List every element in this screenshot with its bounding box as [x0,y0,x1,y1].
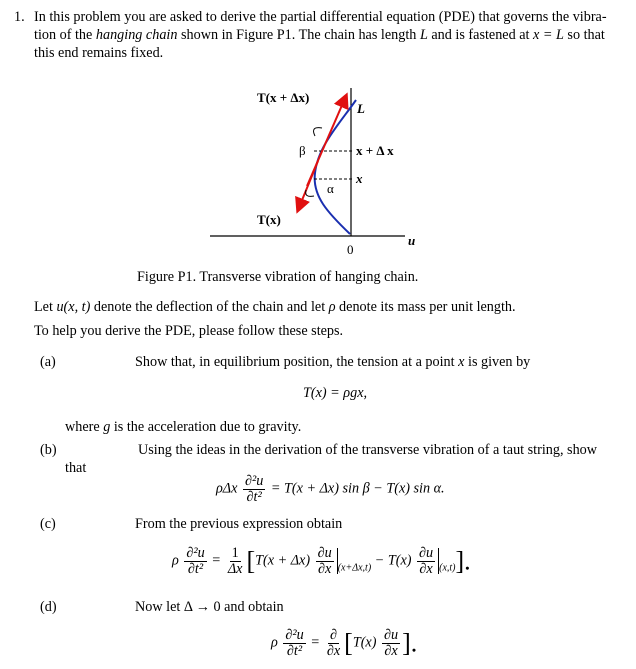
figure-caption: Figure P1. Transverse vibration of hanging chain. [137,269,419,285]
label-L: L [357,101,365,116]
step-b-text: Using the ideas in the derivation of the transverse vibration of a taut string, show [138,442,598,458]
step-a-label: (a) [40,354,56,370]
intro-line-3: this end remains fixed. [34,45,164,61]
hanging-chain-emphasis: hanging chain [95,27,178,43]
step-c-label: (c) [40,516,56,532]
label-top-tension: T(x + Δx) [257,90,310,105]
step-a-where: where g is the acceleration due to gravity. [65,419,302,435]
intro-line-1: In this problem you are asked to derive the partial differential equation (PDE) that governs the vibra- [34,9,607,25]
problem-number: 1. [14,9,25,25]
step-a-equation: T(x) = ρgx, [303,385,368,401]
step-c-text: From the previous expression obtain [135,516,343,532]
label-zero: 0 [347,242,354,257]
label-beta: β [299,143,306,158]
step-b-equation: ρΔx $\frac{\text{∂²u}}{\text{∂t²}}$ = T(x + Δx) sin β − T(x) sin α. [216,473,445,505]
step-c-equation: ρ $\frac{\text{∂²u}}{\text{∂t²}}$ = $\frac{1}{\Delta x}$ [T(x + Δx) $\frac{\partial u}{\partial x}$ $_{(x+\Delta x,t)}$ − T(x) $\frac{\partial u}{\partial x}$ $_{(x,t)}$]. [172,545,471,577]
intro-line-2: tion of the hanging chain shown in Figure P1. The chain has length L and is fastened at x = L so that [34,27,605,43]
label-x-dx: x + Δ x [356,143,394,158]
step-a-text: Show that, in equilibrium position, the tension at a point x is given by [135,354,531,370]
step-b-that: that [65,460,87,476]
step-d-text: Now let Δ → 0 and obtain [135,599,284,615]
label-u: u [408,233,416,248]
label-x: x [356,171,363,186]
alpha-arc [306,190,314,196]
step-d-equation: ρ $\frac{\text{∂²u}}{\text{∂t²}}$ = $\frac{\partial}{\partial x}$ [T(x) $\frac{\partial u}{\partial x}$ ]. [271,627,418,659]
hanging-chain-figure [200,78,440,263]
label-bottom-tension: T(x) [257,212,281,227]
beta-arc [314,128,322,136]
let-line: Let u(x, t) denote the deflection of the chain and let ρ denote its mass per unit length. [34,299,516,315]
label-alpha: α [327,181,334,196]
step-b-label: (b) [40,442,57,458]
step-d-label: (d) [40,599,57,615]
help-line: To help you derive the PDE, please follow these steps. [34,323,344,339]
